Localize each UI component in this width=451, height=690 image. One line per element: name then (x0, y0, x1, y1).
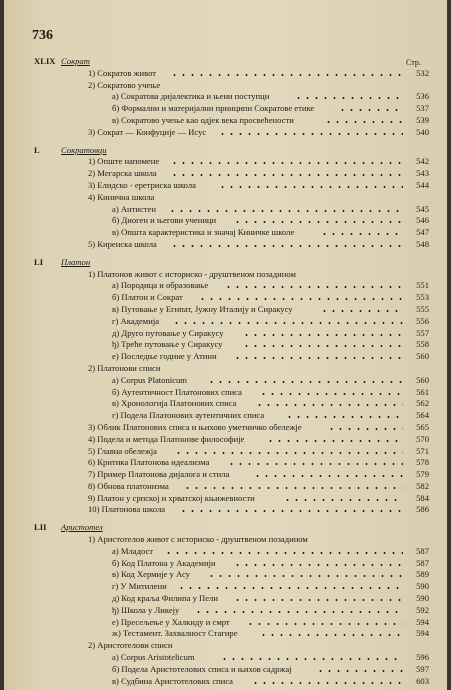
entry-page-number: 590 (416, 593, 429, 604)
entry-title: б) Диоген и његови ученици (112, 215, 217, 226)
entry-page-number: 594 (416, 616, 429, 627)
entry-page-number: 597 (416, 663, 429, 674)
entry-page-number: 536 (416, 91, 429, 102)
dot-leader (172, 322, 403, 324)
toc-entry (34, 534, 429, 546)
entry-page-number: 555 (416, 303, 429, 314)
entry-page-number: 560 (416, 374, 429, 385)
dot-leader (242, 334, 403, 336)
entry-title: г) Подела Платонових аутентичних списа (112, 410, 265, 421)
toc-entry (34, 558, 429, 570)
dot-leader (259, 393, 403, 395)
toc-entry (34, 215, 429, 227)
dot-leader (253, 475, 403, 477)
toc-section-heading (34, 145, 429, 157)
entry-page-number: 587 (416, 545, 429, 556)
dot-leader (283, 499, 403, 501)
entry-title: а) Сократова дијалектика и њени поступци (112, 91, 270, 102)
entry-title: а) Corpus Aristotelicum (112, 652, 195, 663)
entry-title: 1) Сократов живот (88, 67, 157, 78)
dot-leader (179, 510, 403, 512)
toc-entry (34, 304, 429, 316)
dot-leader (170, 162, 403, 164)
entry-page-number: 546 (416, 215, 429, 226)
dot-leader (207, 575, 403, 577)
toc-entry (34, 676, 429, 688)
toc-entry (34, 569, 429, 581)
page-column-header: Стр. (406, 58, 421, 67)
dot-leader (170, 74, 403, 76)
entry-page-number: 592 (416, 604, 429, 615)
chapter-title: Платон (61, 256, 91, 267)
dot-leader (218, 133, 403, 135)
entry-title: ж) Тестамент. Захвалност Стагире (112, 628, 238, 639)
dot-leader (338, 109, 404, 111)
entry-title: ђ) Школа у Ликеју (112, 604, 180, 615)
entry-page-number: 543 (416, 168, 429, 179)
entry-page-number: 570 (416, 433, 429, 444)
table-of-contents (34, 56, 429, 687)
toc-entry (34, 328, 429, 340)
entry-title: 2) Мегарска школа (88, 168, 157, 179)
chapter-title: Сократовци (61, 144, 107, 155)
entry-page-number: 590 (416, 581, 429, 592)
entry-title: 7) Пример Платонова дијалога и стила (88, 469, 230, 480)
entry-page-number: 584 (416, 492, 429, 503)
entry-title: 5) Главна обележја (88, 445, 157, 456)
entry-title: б) Платон и Сократ (112, 292, 183, 303)
dot-leader (177, 587, 403, 589)
dot-leader (259, 634, 403, 636)
dot-leader (294, 97, 403, 99)
dot-leader (324, 121, 403, 123)
toc-entry (34, 192, 429, 204)
entry-title: б) Аутентичност Платонових списа (112, 386, 242, 397)
toc-entry (34, 204, 429, 216)
entry-title: в) Сократово учење кao одјек века просвећености (112, 114, 294, 125)
entry-title: б) Формални и материјални принципи Сократове етике (112, 103, 315, 114)
toc-entry (34, 91, 429, 103)
toc-entry (34, 80, 429, 92)
chapter-numeral: LI (34, 256, 44, 267)
toc-entry (34, 504, 429, 516)
entry-title: 1) Опште напомене (88, 156, 160, 167)
toc-entry (34, 652, 429, 664)
entry-title: б) Код Платона у Академији (112, 557, 216, 568)
dot-leader (227, 463, 404, 465)
entry-page-number: 603 (416, 675, 429, 686)
chapter-numeral: L (34, 144, 40, 155)
toc-entry (34, 493, 429, 505)
toc-entry (34, 156, 429, 168)
toc-entry (34, 227, 429, 239)
entry-title: 4) Подела и метода Платонове философије (88, 433, 245, 444)
toc-entry (34, 617, 429, 629)
dot-leader (183, 487, 403, 489)
entry-title: в) Судбина Аристотелових списа (112, 675, 233, 686)
toc-entry (34, 387, 429, 399)
dot-leader (266, 440, 403, 442)
entry-title: 3) Елидско - еретриска школа (88, 179, 196, 190)
entry-page-number: 596 (416, 652, 429, 663)
entry-page-number: 587 (416, 557, 429, 568)
toc-entry (34, 446, 429, 458)
toc-entry (34, 339, 429, 351)
entry-title: е) Последње године у Атини (112, 351, 217, 362)
toc-entry (34, 664, 429, 676)
chapter-title: Аристотел (61, 522, 103, 533)
toc-entry (34, 640, 429, 652)
dot-leader (170, 245, 403, 247)
entry-title: г) Академија (112, 315, 160, 326)
dot-leader (198, 298, 403, 300)
entry-page-number: 571 (416, 445, 429, 456)
entry-title: 10) Платонова школа (88, 504, 166, 515)
toc-entry (34, 481, 429, 493)
toc-entry (34, 434, 429, 446)
entry-title: г) У Митилени (112, 581, 167, 592)
entry-title: в) Код Хермије у Асу (112, 569, 190, 580)
dot-leader (233, 564, 403, 566)
toc-entry (34, 581, 429, 593)
page-number: 736 (32, 28, 53, 43)
toc-entry (34, 269, 429, 281)
entry-page-number: 564 (416, 410, 429, 421)
toc-entry (34, 127, 429, 139)
entry-title: а) Corpus Platonicum (112, 374, 187, 385)
dot-leader (316, 670, 403, 672)
dot-leader (251, 682, 404, 684)
dot-leader (224, 286, 403, 288)
entry-title: 4) Кинична школа (88, 191, 155, 202)
dot-leader (220, 658, 403, 660)
entry-title: 9) Платон у српској и хрватској књижевности (88, 492, 255, 503)
dot-leader (285, 416, 403, 418)
toc-entry (34, 593, 429, 605)
dot-leader (168, 210, 403, 212)
entry-page-number: 562 (416, 398, 429, 409)
entry-title: в) Хронологија Платонових списа (112, 398, 237, 409)
entry-page-number: 542 (416, 156, 429, 167)
entry-page-number: 560 (416, 351, 429, 362)
entry-page-number: 544 (416, 179, 429, 190)
toc-entry (34, 375, 429, 387)
dot-leader (233, 357, 403, 359)
entry-page-number: 594 (416, 628, 429, 639)
toc-section-heading (34, 522, 429, 534)
entry-page-number: 565 (416, 421, 429, 432)
entry-page-number: 589 (416, 569, 429, 580)
dot-leader (242, 345, 403, 347)
entry-title: е) Пресељење у Халкиду и смрт (112, 616, 230, 627)
toc-entry (34, 363, 429, 375)
dot-leader (233, 599, 403, 601)
entry-page-number: 561 (416, 386, 429, 397)
chapter-numeral: LII (34, 522, 47, 533)
toc-entry (34, 422, 429, 434)
toc-entry (34, 239, 429, 251)
toc-entry (34, 398, 429, 410)
toc-entry (34, 68, 429, 80)
entry-page-number: 556 (416, 315, 429, 326)
toc-entry (34, 115, 429, 127)
toc-entry (34, 292, 429, 304)
entry-page-number: 547 (416, 227, 429, 238)
entry-page-number: 586 (416, 504, 429, 515)
dot-leader (164, 552, 404, 554)
toc-entry (34, 280, 429, 292)
toc-entry (34, 457, 429, 469)
toc-entry (34, 469, 429, 481)
book-page (4, 0, 447, 690)
toc-entry (34, 351, 429, 363)
entry-page-number: 579 (416, 469, 429, 480)
entry-title: 5) Киренска школа (88, 238, 157, 249)
toc-entry (34, 103, 429, 115)
entry-page-number: 582 (416, 480, 429, 491)
toc-entry (34, 546, 429, 558)
dot-leader (174, 452, 403, 454)
entry-page-number: 578 (416, 457, 429, 468)
entry-page-number: 553 (416, 292, 429, 303)
toc-section-heading (34, 257, 429, 269)
toc-entry (34, 605, 429, 617)
dot-leader (255, 404, 403, 406)
entry-title: 3) Сократ — Конфуције — Исус (88, 126, 207, 137)
dot-leader (194, 611, 403, 613)
entry-title: 8) Обнова платонизма (88, 480, 169, 491)
dot-leader (320, 310, 403, 312)
entry-title: 2) Сократово учење (88, 79, 161, 90)
chapter-numeral: XLIX (34, 56, 56, 66)
toc-entry (34, 180, 429, 192)
dot-leader (327, 428, 403, 430)
dot-leader (320, 233, 403, 235)
entry-title: 6) Критика Платонова идеализма (88, 457, 210, 468)
entry-title: в) Општа карактеристика и значај Киничке школе (112, 227, 295, 238)
toc-section-heading (34, 56, 429, 68)
entry-title: 1) Платонов живот с историско - друштвеном позадином (88, 268, 296, 279)
dot-leader (233, 221, 403, 223)
toc-entry (34, 316, 429, 328)
entry-title: д) Друго путовање у Сиракусу (112, 327, 224, 338)
entry-title: 2) Аристотелови списи (88, 640, 173, 651)
entry-title: 2) Платонови списи (88, 362, 161, 373)
entry-title: а) Младост (112, 545, 154, 556)
entry-page-number: 532 (416, 67, 429, 78)
entry-page-number: 558 (416, 339, 429, 350)
entry-page-number: 557 (416, 327, 429, 338)
entry-title: а) Породица и образовање (112, 280, 209, 291)
toc-entry (34, 628, 429, 640)
toc-entry (34, 168, 429, 180)
entry-page-number: 539 (416, 114, 429, 125)
entry-title: а) Антистен (112, 203, 156, 214)
entry-title: д) Код краља Филипа у Пели (112, 593, 218, 604)
chapter-title: Сократ (61, 56, 90, 66)
dot-leader (207, 381, 403, 383)
entry-page-number: 551 (416, 280, 429, 291)
entry-page-number: 540 (416, 126, 429, 137)
entry-page-number: 548 (416, 238, 429, 249)
dot-leader (246, 623, 403, 625)
entry-page-number: 537 (416, 103, 429, 114)
entry-title: ђ) Треће путовање у Сиракусу (112, 339, 223, 350)
entry-title: в) Путовање у Египат, Јужну Италију и Сиракусу (112, 303, 293, 314)
dot-leader (218, 186, 403, 188)
entry-title: 1) Аристотелов живот с историско - друштвеном позадином (88, 534, 308, 545)
entry-title: б) Подела Аристотелових списа и њихов садржај (112, 663, 292, 674)
entry-page-number: 545 (416, 203, 429, 214)
dot-leader (170, 174, 403, 176)
toc-entry (34, 410, 429, 422)
entry-title: 3) Облик Платонових списа и њихово уметничко обележје (88, 421, 302, 432)
